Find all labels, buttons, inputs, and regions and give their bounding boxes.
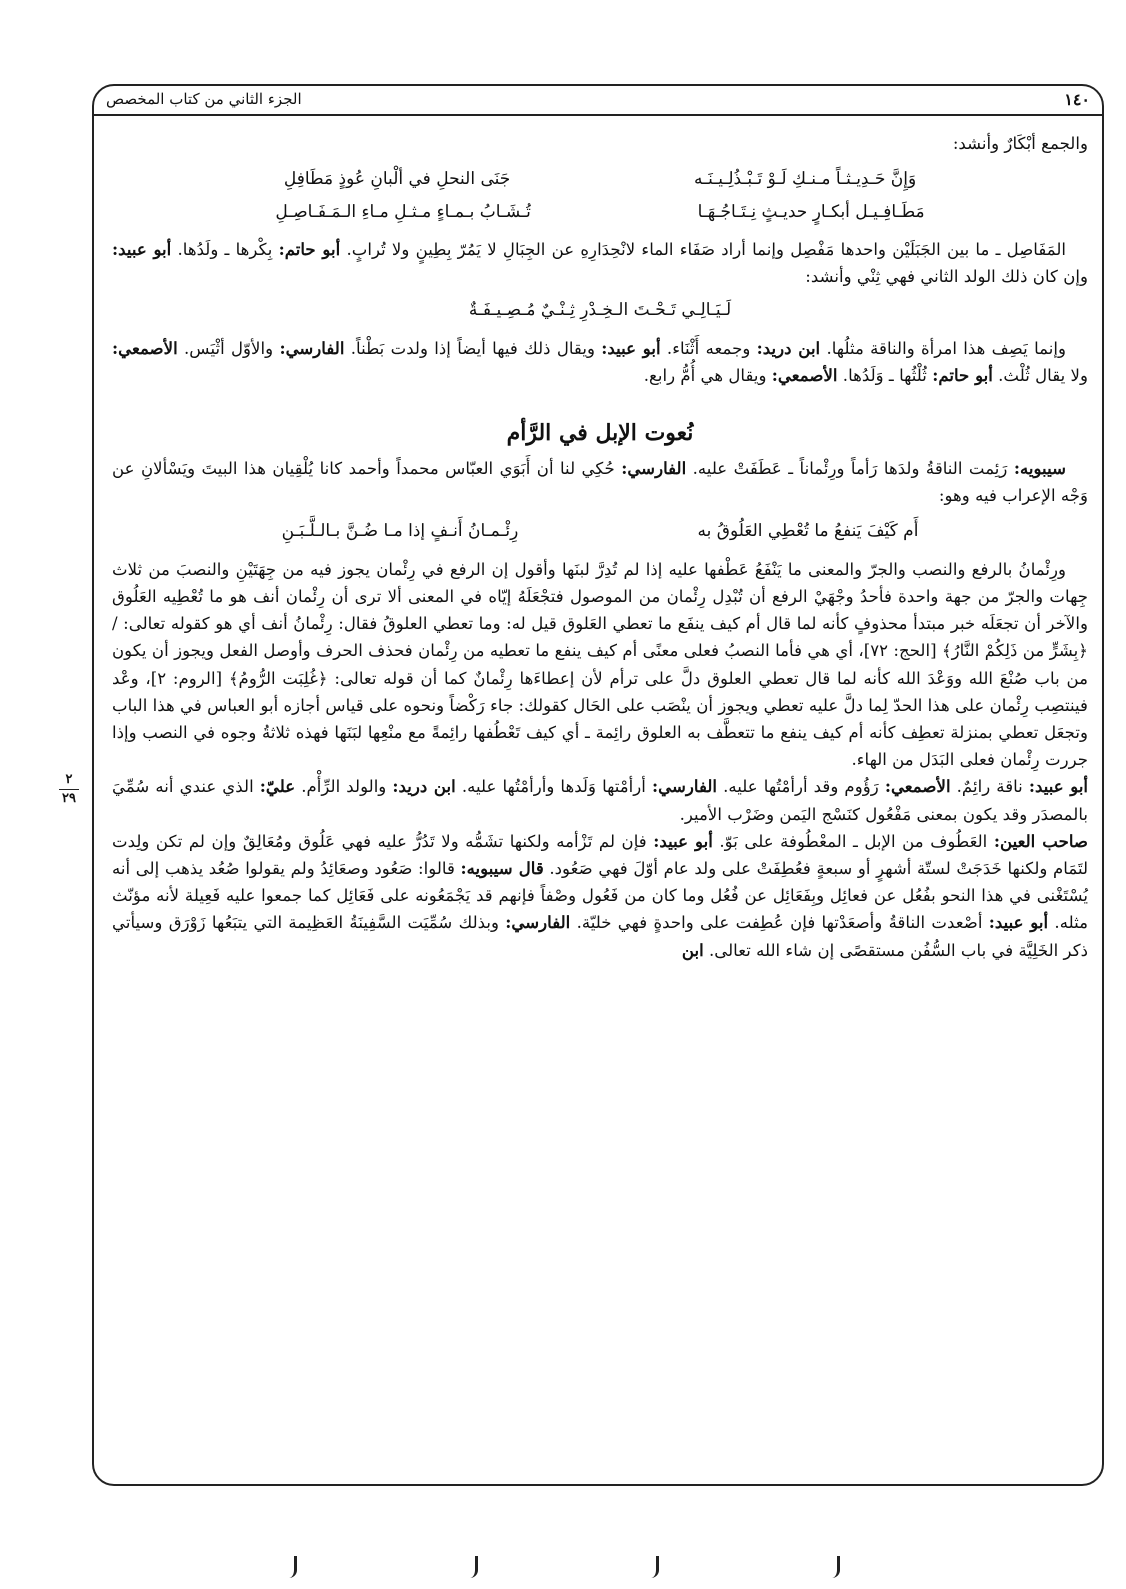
paragraph: ورِئْمانُ بالرفع والنصب والجرّ والمعنى ما يَنْفَعُ عَطْفها عليه إذا لم تُدِرَّ لبنَها وأقول إن الرفع في رِئْمان يجوز فيه من جِهَتَيْنِ والنصبَ من ثلاث جِهات والجرّ من جهة واحدة فأحدُ وجْهَيْ الرفع أن تُبْدِل رِئْمان من الموصول فتجْعَلَهُ إيّاه في المعنى ألا ترى أن رِئْمان أنف هو ما تُعْطِيه العَلُوق والآخر أن تجعَلَه خبر مبتدأ محذوفٍ كأنه لما قال أم كيف ينفَع ما تعطي العَلوق قيل له: وما تعطي العلوقُ فقال: رِئْمانُ أنف أي هو كقوله تعالى: / ﴿بِشَرٍّ من ذَلِكُمْ النَّارُ﴾ [الحج: ٧٢]، أي هي فأما النصبُ فعلى معنًى أم كيف ينفع ما تعطيه من رِئْمان فحذف الحرف وأوصل الفعل ويجوز أن يكون من باب صُنْعَ الله ووَعْدَ الله كأنه لما قال تعطي العلوق دلَّ على ترأم لأن إعطاءَها رِئْمانٌ كما أن قوله تعالى: ﴿غُلِبَت الرُّومُ﴾ [الروم: ٢]، وعْد فينتصِب رِئْمان على هذا الحدّ لِما دلَّ عليه تعطي ويجوز أن ينْصَب على الحَال كقولك: جاء رَكْضاً ونحوه على قياس أجازه أبو العباس في هذا الباب وتجعَل تعطي بمنزلة تعطِف كأنه أم كيف ينفع ما تتعطَّف به العلوق رائِمة ـ أي كيف تَعْطُفها رائِمةً مع منْعِها لبَنَها فهذه ثلاثةُ وجوه في النصب وإذا جررت رِئْمان فعلى البَدَل من الهاء. [112,559,1088,770]
margin-note-top: ٢ [65,772,73,787]
scholar-name: الفارسي: [279,337,345,358]
scholar-name: ابن دريد: [756,337,821,358]
verse-line [112,196,1088,228]
scan-mark [461,1556,478,1578]
poem-block-2 [112,515,1088,547]
scholar-name: الأصمعي: [112,337,178,358]
scan-mark [823,1556,840,1578]
hemistich-first: مَطَـافِـيـل أبكـارٍ حديـثٍ نِـتَـاجُـهَـا [697,201,925,222]
page-header [92,84,1104,116]
scholar-name: أبو عبيد: [653,830,713,851]
scholar-name: الأصمعي: [771,364,838,385]
hemistich-first: وَإِنَّ حَـدِيـثـاً مـنـكِ لَـوْ تَـبْـذُلِـيـنَـه [694,169,917,190]
scholar-name: الفارسي: [505,912,571,933]
paragraph: صاحب العين: العَطُوف من الإبل ـ المعْطُوفة على بَوّ. أبو عبيد: فإن لم تَزْأمه ولكنها تشَمُّه ولا تَدُرُّ عليه فهي عَلُوق ومُعَالِقٌ وإن لم تكن ولِدت لتَمَام ولكنها خَدَجَتْ لستّة أشهرٍ أو سبعةٍ فعُطِفَتْ على ولد عام أوّلَ فهي صَعُود. قال سيبويه: قالوا: صَعُود وصعَائِدُ ولم يقولوا صُعُد يذهب إلى أنه يُسْتَغْنى في هذا النحو بفُعُل عن فعائِل وبِفَعَائِل عن فُعُل وما كان من فَعُول وصْفاً فإنهم قد يَجْمَعُونه على فَعَائِل كما جمعوا عليه فَعِيلة لأنه مؤنّث مثله. أبو عبيد: أصْعدت الناقةُ وأصعَدْتها فإن عُطِفت على واحدةٍ فهي خليّة. الفارسي: وبذلك سُمِّيَت السَّفِينَةُ العَظِيمة التي يتبَعُها زَوْرَق وسيأتي ذكر الخَلِيَّة في باب السُّفُن مستقصًى إن شاء الله تعالى. ابن [112,830,1089,960]
margin-note-bottom: ٢٩ [62,790,76,806]
paragraph: أبو عبيد: ناقة رائِمٌ. الأصمعي: رَؤُوم وقد أرأمْتُها عليه. الفارسي: أرأمْتها وَلَدها وأرأمْتُها عليه. ابن دريد: والولد الرِّأْم. عليّ: الذي عندي أنه سُمِّيَ بالمصدَر وقد يكون بمعنى مَفْعُول كنَسْج اليَمن وضَرْب الأمير. [112,776,1089,824]
scholar-name: سيبويه: [1013,457,1066,478]
scholar-name: أبو عبيد: [112,238,172,259]
scholar-name: أبو حاتم: [278,238,341,259]
hemistich-second: جَنَى النحلِ في ألْبانِ عُوذٍ مَطَافِلِ [283,169,511,190]
scholar-name: قال سيبويه: [460,857,544,878]
verse-line [112,515,1088,547]
hemistich-second: تُـشَـابُ بـمـاءٍ مـثـلِ مـاءِ الـمَـفَـاصِـلِ [275,201,531,222]
scholar-name: عليّ: [259,776,296,797]
verse-line [112,163,1088,195]
scholar-name: الفارسي: [652,776,718,797]
intro-line: والجمع أبْكَارٌ وأنشد: [952,134,1088,153]
hemistich-second: رِئْـمـانُ أَنـفٍ إذا مـا ضُـنَّ بـالـلَّـبَـنِ [281,521,519,542]
scholar-name: أبو عبيد: [988,912,1049,933]
section-heading: نُعوت الإبل في الرَّأم [506,419,694,446]
margin-page-reference [52,772,86,806]
scan-mark [642,1556,659,1578]
paragraph: المَفَاصِل ـ ما بين الجَبَلَيْن واحدها مَفْصِل وإنما أراد صَفَاء الماء لانْحِدَارِهِ عن الجِبَالِ لا يَمُرّ بِطِينٍ ولا تُرابٍ. أبو حاتم: بِكْرها ـ ولَدُها. أبو عبيد: وإن كان ذلك الولد الثاني فهي ثِنْي وأنشد: [112,238,1088,286]
single-verse: لَـيَـالِـي تَـحْـتَ الـخِـدْرِ ثِـنْـيٌ مُـصِـيـفَـةٌ [468,300,732,321]
hemistich-first: أَم كَيْفَ يَنفعُ ما تُعْطِي العَلُوقُ به [697,521,919,542]
page-body [112,130,1088,964]
scan-mark [280,1556,297,1578]
scholar-name: أبو عبيد: [601,337,661,358]
scholar-name: ابن دريد: [392,776,456,797]
scholar-name: صاحب العين: [993,830,1088,851]
scholar-name: أبو حاتم: [932,364,993,385]
running-title: الجزء الثاني من كتاب المخصص [106,90,302,108]
scholar-name: الأصمعي: [884,776,951,797]
scholar-name: أبو عبيد: [1028,776,1089,797]
paragraph: سيبويه: رَئِمت الناقةُ ولدَها رَأماً ورِئْماناً ـ عَطَفَتْ عليه. الفارسي: حُكِي لنا أن أَبَوَي العبّاس محمداً وأحمد كانا يُلْقِيان هذا البيتَ ويَسْألانِ عن وَجْه الإعراب فيه وهو: [112,457,1088,506]
paragraph: وإنما يَصِف هذا امرأة والناقة مثلُها. ابن دريد: وجمعه أَثْنَاء. أبو عبيد: ويقال ذلك فيها أيضاً إذا ولدت بَطْناً. الفارسي: والأوّل أثْيَس. الأصمعي: ولا يقال ثُلْث. أبو حاتم: ثُلْثُها ـ وَلَدُها. الأصمعي: ويقال هي أُمُّ رابع. [112,337,1088,385]
scholar-name: الفارسي: [621,457,687,478]
poem-block-1 [112,163,1088,228]
scholar-name: ابن [681,939,704,960]
page-number: ١٤٠ [1064,89,1090,109]
bottom-scan-marks [280,1556,840,1580]
